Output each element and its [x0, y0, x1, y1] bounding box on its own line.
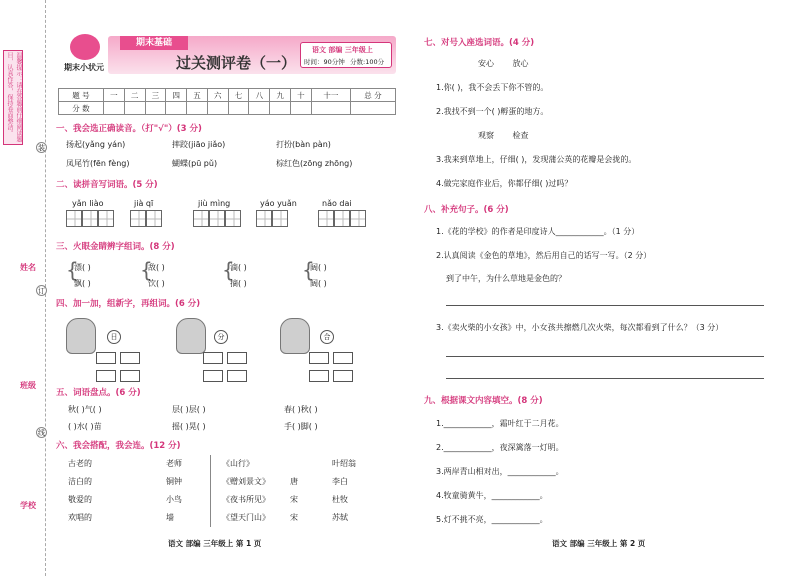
- answer-line[interactable]: [446, 305, 764, 306]
- match-left[interactable]: 欢唱的: [68, 513, 92, 522]
- match-poem[interactable]: 《赠刘景文》: [222, 477, 270, 486]
- answer-box[interactable]: [120, 352, 140, 364]
- bracket-icon: {: [302, 258, 315, 282]
- score-header-cell: 十一: [311, 89, 350, 102]
- footer-left: 语文 部编 三年级上 第 1 页: [168, 539, 262, 548]
- writing-grid[interactable]: [66, 210, 114, 229]
- s8-q[interactable]: 3.《卖火柴的小女孩》中，小女孩共擦燃几次火柴，每次都看到了什么？（3 分）: [436, 323, 724, 332]
- s6-title: 六、我会搭配，我会连。(12 分): [56, 441, 181, 451]
- turtle-icon: [280, 318, 310, 354]
- mark-1: 装: [38, 144, 45, 152]
- s3-item[interactable]: 敌( ): [148, 263, 165, 272]
- match-left[interactable]: 古老的: [68, 459, 92, 468]
- writing-grid[interactable]: [193, 210, 241, 229]
- score-header-cell: 七: [228, 89, 249, 102]
- s9-item[interactable]: 2.____________，夜深篱落一灯明。: [436, 443, 564, 452]
- s1-item[interactable]: 凤尾竹(fēn fèng): [66, 159, 130, 168]
- s9-item[interactable]: 3.两岸青山相对出，____________。: [436, 467, 564, 476]
- answer-box[interactable]: [333, 352, 353, 364]
- s4-title: 四、加一加，组新字，再组词。(6 分): [56, 299, 201, 309]
- match-left[interactable]: 洁白的: [68, 477, 92, 486]
- s7-q[interactable]: 3.我来到草地上，仔细( )，发现蒲公英的花瓣是会拢的。: [436, 155, 637, 164]
- s3-item[interactable]: 阔( ): [310, 279, 327, 288]
- s3-item[interactable]: 滴( ): [230, 263, 247, 272]
- s5-item[interactable]: 秋( )气( ): [68, 405, 102, 414]
- answer-box[interactable]: [120, 370, 140, 382]
- s7-q[interactable]: 2.我找不到一个( )孵蛋的地方。: [436, 107, 549, 116]
- score-row-label: 分 数: [59, 102, 104, 115]
- pinyin-label: jià qī: [134, 199, 154, 208]
- bracket-icon: {: [66, 258, 79, 282]
- s5-title: 五、词语盘点。(6 分): [56, 388, 141, 398]
- score-header-cell: 八: [249, 89, 270, 102]
- score-cell[interactable]: [291, 102, 312, 115]
- s9-title: 九、根据课文内容填空。(8 分): [424, 396, 543, 406]
- score-label: 分数:100分: [350, 58, 385, 66]
- s3-item[interactable]: 摘( ): [230, 279, 247, 288]
- pinyin-label: jiù mìng: [198, 199, 231, 208]
- s5-item[interactable]: 手( )脚( ): [284, 422, 318, 431]
- match-poet[interactable]: 叶绍翁: [332, 459, 356, 468]
- score-cell[interactable]: [207, 102, 228, 115]
- s8-q: 到了中午，为什么草地是金色的？: [446, 274, 566, 283]
- score-cell[interactable]: [187, 102, 208, 115]
- match-dynasty[interactable]: 宋: [290, 513, 298, 522]
- s2-title: 二、读拼音写词语。(5 分): [56, 180, 158, 190]
- label-name: 姓名: [20, 263, 36, 272]
- writing-grid[interactable]: [256, 210, 288, 229]
- mark-3: 线: [38, 429, 45, 437]
- s3-item[interactable]: 飘( ): [74, 279, 91, 288]
- s7-title: 七、对号入座选词语。(4 分): [424, 38, 535, 48]
- char-circle: 分: [214, 330, 228, 344]
- score-cell[interactable]: [166, 102, 187, 115]
- char-circle: 日: [107, 330, 121, 344]
- score-header-cell: 二: [124, 89, 145, 102]
- bracket-icon: {: [222, 258, 235, 282]
- score-cell[interactable]: [350, 102, 395, 115]
- score-header-cell: 三: [145, 89, 166, 102]
- pinyin-label: nǎo dai: [322, 199, 352, 208]
- turtle-icon: [176, 318, 206, 354]
- s1-item[interactable]: 摔跤(jiāo jiǎo): [172, 140, 226, 149]
- score-cell[interactable]: [103, 102, 124, 115]
- match-poet[interactable]: 苏轼: [332, 513, 348, 522]
- match-poet[interactable]: 杜牧: [332, 495, 348, 504]
- s1-item[interactable]: 棕红色(zōng zhōng): [276, 159, 353, 168]
- match-mid[interactable]: 铜钟: [166, 477, 182, 486]
- writing-grid[interactable]: [318, 210, 366, 229]
- s3-item[interactable]: 阔( ): [310, 263, 327, 272]
- score-cell[interactable]: [228, 102, 249, 115]
- match-poet[interactable]: 李白: [332, 477, 348, 486]
- s9-item[interactable]: 4.牧童骑黄牛，____________。: [436, 491, 548, 500]
- s5-item[interactable]: ( )水( )苗: [68, 422, 102, 431]
- s1-item[interactable]: 打扮(bàn pàn): [276, 140, 331, 149]
- s8-q[interactable]: 2.认真阅读《金色的草地》，然后用自己的话写一写。（2 分）: [436, 251, 652, 260]
- time-label: 时间：90分钟: [304, 58, 345, 66]
- s3-title: 三、火眼金睛辨字组词。(8 分): [56, 242, 175, 252]
- bracket-icon: {: [140, 258, 153, 282]
- answer-line[interactable]: [446, 378, 764, 379]
- match-mid[interactable]: 小鸟: [166, 495, 182, 504]
- score-header-cell: 总 分: [350, 89, 395, 102]
- score-header-cell: 题 号: [59, 89, 104, 102]
- answer-box[interactable]: [96, 352, 116, 364]
- score-cell[interactable]: [270, 102, 291, 115]
- s1-item[interactable]: 扬起(yǎng yán): [66, 140, 126, 149]
- pinyin-label: yǎn liào: [72, 199, 104, 208]
- match-left[interactable]: 敬爱的: [68, 495, 92, 504]
- word-choices: 观察 检查: [478, 131, 529, 140]
- answer-box[interactable]: [203, 352, 223, 364]
- divider: [210, 455, 211, 527]
- s8-q[interactable]: 1.《花的学校》的作者是印度诗人____________。（1 分）: [436, 227, 640, 236]
- answer-box[interactable]: [333, 370, 353, 382]
- match-dynasty[interactable]: 唐: [290, 477, 298, 486]
- s1-title: 一、我会选正确读音。（打"√"）(3 分): [56, 124, 202, 134]
- s3-item[interactable]: 漂( ): [74, 263, 91, 272]
- turtle-icon: [66, 318, 96, 354]
- score-header-cell: 十: [291, 89, 312, 102]
- pinyin-label: yáo yuǎn: [260, 199, 297, 208]
- answer-box[interactable]: [227, 370, 247, 382]
- mark-2: 订: [38, 287, 45, 295]
- page-title: 过关测评卷（一）: [176, 54, 297, 72]
- label-school: 学校: [20, 501, 36, 510]
- s5-item[interactable]: 层( )层( ): [172, 405, 206, 414]
- answer-box[interactable]: [309, 352, 329, 364]
- answer-box[interactable]: [96, 370, 116, 382]
- reminder-text: 温馨提示：请在答题前仔细阅读题目，认真作答，保持卷面整洁。: [6, 52, 22, 142]
- score-header-cell: 九: [270, 89, 291, 102]
- answer-box[interactable]: [203, 370, 223, 382]
- score-cell[interactable]: [249, 102, 270, 115]
- score-header-cell: 四: [166, 89, 187, 102]
- match-poem[interactable]: 《山行》: [222, 459, 254, 468]
- footer-right: 语文 部编 三年级上 第 2 页: [552, 539, 646, 548]
- score-header-cell: 五: [187, 89, 208, 102]
- s5-item[interactable]: 摇( )晃( ): [172, 422, 206, 431]
- match-poem[interactable]: 《夜书所见》: [222, 495, 270, 504]
- s8-title: 八、补充句子。(6 分): [424, 205, 509, 215]
- s1-item[interactable]: 蝴蝶(pū pǔ): [172, 159, 218, 168]
- s9-item[interactable]: 1.____________，霜叶红于二月花。: [436, 419, 564, 428]
- char-circle: 合: [320, 330, 334, 344]
- score-header-cell: 六: [207, 89, 228, 102]
- answer-box[interactable]: [309, 370, 329, 382]
- answer-box[interactable]: [227, 352, 247, 364]
- subject-label: 语文 部编 三年级上: [312, 46, 373, 54]
- writing-grid[interactable]: [130, 210, 162, 229]
- score-table: [58, 88, 396, 115]
- match-mid[interactable]: 墙: [166, 513, 174, 522]
- word-choices: 安心 放心: [478, 59, 529, 68]
- s3-item[interactable]: 饮( ): [148, 279, 165, 288]
- label-class: 班级: [20, 381, 36, 390]
- brand-sub: 期末小状元: [64, 63, 104, 72]
- score-header-cell: 一: [103, 89, 124, 102]
- score-cell[interactable]: [124, 102, 145, 115]
- match-mid[interactable]: 老师: [166, 459, 182, 468]
- score-cell[interactable]: [145, 102, 166, 115]
- logo-emblem: [70, 34, 100, 60]
- s5-item[interactable]: 春( )秋( ): [284, 405, 318, 414]
- score-cell[interactable]: [311, 102, 350, 115]
- reminder-box: [3, 50, 23, 145]
- answer-line[interactable]: [446, 356, 764, 357]
- s7-q[interactable]: 4.做完家庭作业后，你都仔细( )过吗？: [436, 179, 573, 188]
- s7-q[interactable]: 1.你( )，我不会丢下你不管的。: [436, 83, 549, 92]
- s9-item[interactable]: 5.灯不挑不亮，____________。: [436, 515, 548, 524]
- match-dynasty[interactable]: 宋: [290, 495, 298, 504]
- match-poem[interactable]: 《望天门山》: [222, 513, 270, 522]
- brand-tag: 期末基础: [120, 36, 188, 50]
